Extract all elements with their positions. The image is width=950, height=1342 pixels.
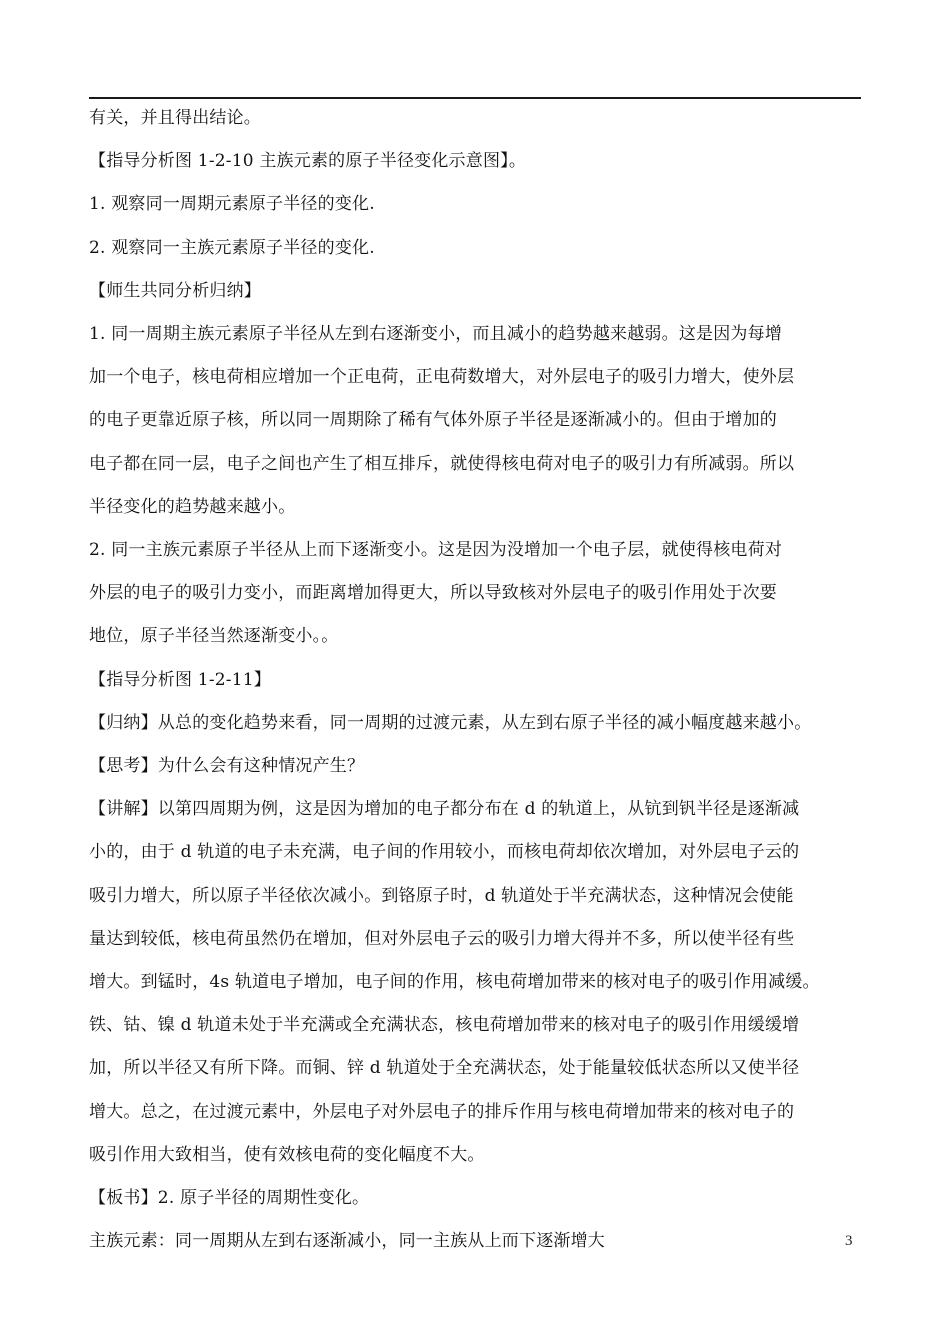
text-line: 【讲解】以第四周期为例，这是因为增加的电子都分布在 d 的轨道上，从钪到钒半径是逐渐减 <box>89 799 800 820</box>
text-line: 有关，并且得出结论。 <box>89 108 261 128</box>
text-line: 1. 观察同一周期元素原子半径的变化. <box>89 194 375 215</box>
text-line: 【归纳】从总的变化趋势来看，同一周期的过渡元素，从左到右原子半径的减小幅度越来越小。 <box>89 712 812 733</box>
page-number: 3 <box>845 1233 853 1249</box>
text-line: 【师生共同分析归纳】 <box>89 280 261 301</box>
text-line: 主族元素：同一周期从左到右逐渐减小，同一主族从上而下逐渐增大 <box>89 1231 605 1252</box>
text-line: 小的，由于 d 轨道的电子未充满，电子间的作用较小，而核电荷却依次增加，对外层电子云的 <box>89 842 800 863</box>
text-line: 外层的电子的吸引力变小，而距离增加得更大，所以导致核对外层电子的吸引作用处于次要 <box>89 583 777 604</box>
text-line: 量达到较低，核电荷虽然仍在增加，但对外层电子云的吸引力增大得并不多，所以使半径有些 <box>89 928 795 949</box>
text-line: 地位，原子半径当然逐渐变小。。 <box>89 626 339 647</box>
text-line: 2. 观察同一主族元素原子半径的变化. <box>89 237 375 258</box>
text-line: 增大。到锰时，4s 轨道电子增加，电子间的作用，核电荷增加带来的核对电子的吸引作用减缓。 <box>89 972 820 992</box>
text-line: 【指导分析图 1-2-11】 <box>89 669 271 690</box>
text-line: 加，所以半径又有所下降。而铜、锌 d 轨道处于全充满状态，处于能量较低状态所以又使半径 <box>89 1058 800 1079</box>
text-line: 2. 同一主族元素原子半径从上而下逐渐变小。这是因为没增加一个电子层，就使得核电荷对 <box>89 540 783 560</box>
text-line: 【指导分析图 1-2-10 主族元素的原子半径变化示意图】。 <box>89 151 527 172</box>
text-line: 吸引作用大致相当，使有效核电荷的变化幅度不大。 <box>89 1144 485 1165</box>
text-line: 铁、钴、镍 d 轨道未处于半充满或全充满状态，核电荷增加带来的核对电子的吸引作用缓缓增 <box>89 1015 800 1036</box>
text-line: 【思考】为什么会有这种情况产生？ <box>89 756 365 776</box>
text-line: 电子都在同一层，电子之间也产生了相互排斥，就使得核电荷对电子的吸引力有所减弱。所以 <box>89 453 795 474</box>
text-line: 的电子更靠近原子核，所以同一周期除了稀有气体外原子半径是逐渐减小的。但由于增加的 <box>89 410 777 431</box>
text-line: 加一个电子，核电荷相应增加一个正电荷，正电荷数增大，对外层电子的吸引力增大，使外层 <box>89 367 795 388</box>
text-line: 吸引力增大，所以原子半径依次减小。到铬原子时，d 轨道处于半充满状态，这种情况会使能 <box>89 885 794 906</box>
text-line: 1. 同一周期主族元素原子半径从左到右逐渐变小，而且减小的趋势越来越弱。这是因为每增 <box>89 324 783 344</box>
text-line: 增大。总之，在过渡元素中，外层电子对外层电子的排斥作用与核电荷增加带来的核对电子的 <box>89 1101 795 1122</box>
text-line: 【板书】2. 原子半径的周期性变化。 <box>89 1188 370 1208</box>
text-line: 半径变化的趋势越来越小。 <box>89 496 296 517</box>
header-rule <box>89 97 861 99</box>
